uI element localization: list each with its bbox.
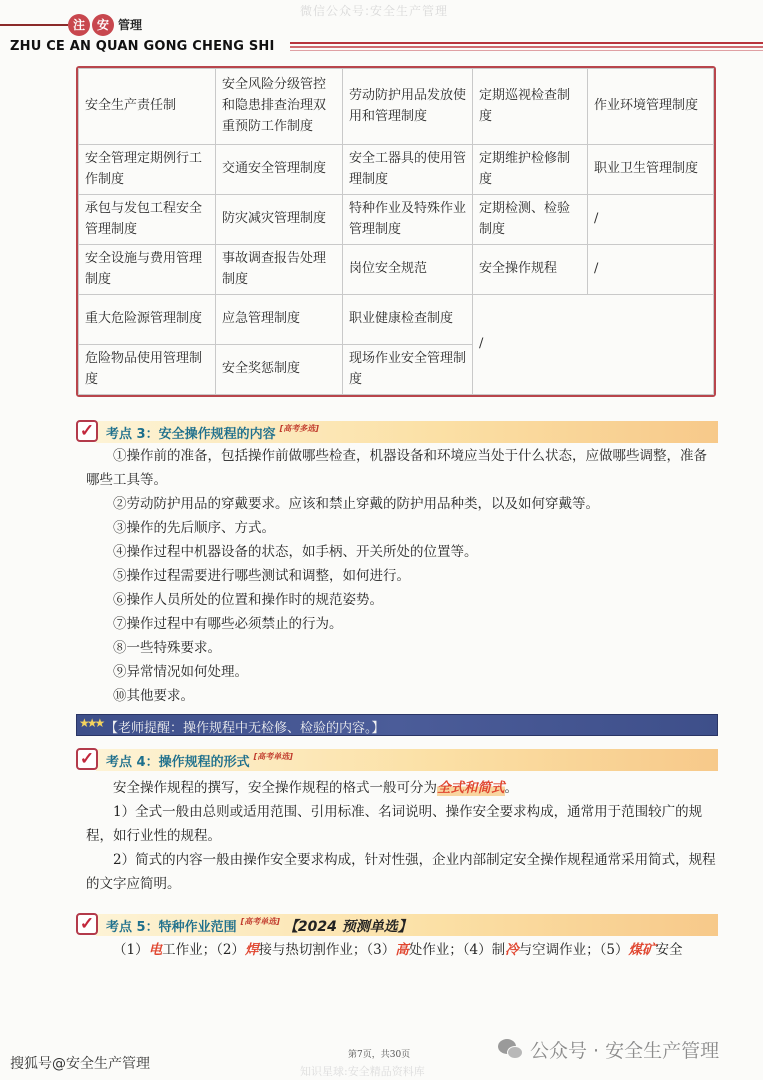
exam-tag: [高考单选] [240,917,280,926]
seal-icon: 安 [92,14,114,36]
table-cell: 重大危险源管理制度 [79,295,216,345]
table-row [79,145,714,195]
header-brand: 管理 [118,18,143,32]
highlight-text: 高 [395,942,409,958]
table-cell: 安全风险分级管控和隐患排查治理双重预防工作制度 [216,69,343,145]
exam-tag: [高考多选] [279,424,319,433]
seal-icon: 注 [68,14,90,36]
list-item: ③操作的先后顺序、方式。 [113,520,275,536]
list-item: ⑤操作过程需要进行哪些测试和调整，如何进行。 [113,568,410,584]
table-cell: 安全管理定期例行工作制度 [79,145,216,195]
table-cell: 安全生产责任制 [79,69,216,145]
table-row [79,245,714,295]
list-item: ④操作过程中机器设备的状态，如手柄、开关所处的位置等。 [113,544,478,560]
highlight-text: 全式和简式 [437,780,505,796]
highlight-text: 冷 [505,942,519,958]
kaodian-4-title: 考点 4：操作规程的形式 [106,755,250,770]
footer-wechat-account [498,1036,719,1063]
kaodian-5-heading [76,912,718,938]
stars-icon: ★★★ [79,716,103,730]
list-item: ①操作前的准备，包括操作前做哪些检查，机器设备和环境应当处于什么状态，应做哪些调整，准备哪些工具等。 [86,448,707,488]
list-item: ⑩其他要求。 [113,688,194,704]
table-cell: 防灾减灾管理制度 [216,195,343,245]
prediction-tag: 【2024 预测单选】 [283,919,412,935]
kaodian-3-heading [76,419,718,445]
table-cell: 定期检测、检验制度 [473,195,588,245]
exam-tag: [高考单选] [253,752,293,761]
page-number: 第7页，共30页 [348,1050,411,1060]
table-cell: 劳动防护用品发放使用和管理制度 [343,69,473,145]
table-cell: 职业卫生管理制度 [588,145,714,195]
wechat-icon [498,1039,524,1061]
list-item: ⑦操作过程中有哪些必须禁止的行为。 [113,616,343,632]
kaodian-3-title: 考点 3：安全操作规程的内容 [106,427,276,442]
list-item: ⑧一些特殊要求。 [113,640,221,656]
highlight-text: 电 [148,942,163,958]
header-subtitle: ZHU CE AN QUAN GONG CHENG SHI [10,39,275,54]
kaodian-5-title: 考点 5：特种作业范围 [106,920,237,935]
kaodian-4-body [86,776,718,896]
table-cell: 交通安全管理制度 [216,145,343,195]
kaodian-4-heading [76,747,718,773]
table-cell: 安全设施与费用管理制度 [79,245,216,295]
table-cell: / [588,195,714,245]
paragraph: 2）简式的内容一般由操作安全要求构成，针对性强，企业内部制定安全操作规程通常采用简式，规程的文字应简明。 [86,852,716,892]
header-rule [290,42,763,44]
teacher-reminder-banner [76,714,718,736]
table-cell-merged: / [473,295,714,395]
table-cell: 特种作业及特殊作业管理制度 [343,195,473,245]
table-cell: 安全工器具的使用管理制度 [343,145,473,195]
checkbox-icon: ✓ [76,913,98,935]
table-row [79,295,714,345]
teacher-reminder-text: 【老师提醒：操作规程中无检修、检验的内容。】 [105,721,385,736]
header-lead-line [0,24,68,26]
table-cell: 承包与发包工程安全管理制度 [79,195,216,245]
footer-source: 搜狐号@安全生产管理 [10,1056,150,1072]
checkbox-icon: ✓ [76,748,98,770]
highlight-text: 煤矿 [628,942,656,958]
table-cell: 定期巡视检查制度 [473,69,588,145]
paragraph: 安全操作规程的撰写，安全操作规程的格式一般可分为全式和简式。 [113,780,518,796]
table-cell: / [588,245,714,295]
paragraph: 1）全式一般由总则或适用范围、引用标准、名词说明、操作安全要求构成，通常用于范围较广的规程，如行业性的规程。 [86,804,703,844]
watermark-bottom: 知识星球:安全精品资料库 [300,1065,425,1078]
page-header [0,10,763,56]
table-cell: 危险物品使用管理制度 [79,345,216,395]
table-cell: 作业环境管理制度 [588,69,714,145]
list-item: ⑨异常情况如何处理。 [113,664,248,680]
header-rule [290,46,763,48]
list-item: ⑥操作人员所处的位置和操作时的规范姿势。 [113,592,383,608]
table-row [79,195,714,245]
table-cell: 应急管理制度 [216,295,343,345]
table-cell: 安全奖惩制度 [216,345,343,395]
table-cell: 岗位安全规范 [343,245,473,295]
wechat-account-label: 公众号 · 安全生产管理 [530,1040,720,1062]
highlight-text: 焊 [244,942,259,958]
kaodian-3-list [86,444,718,708]
kaodian-5-body [86,938,718,962]
table-cell: 现场作业安全管理制度 [343,345,473,395]
table-row [79,69,714,145]
table-cell: 职业健康检查制度 [343,295,473,345]
paragraph: （1）电工作业；（2）焊接与热切割作业；（3）高处作业；（4）制冷与空调作业；（5）煤矿安全 [113,942,683,958]
list-item: ②劳动防护用品的穿戴要求。应该和禁止穿戴的防护用品种类，以及如何穿戴等。 [113,496,599,512]
header-rule [290,50,763,51]
checkbox-icon: ✓ [76,420,98,442]
watermark-top: 微信公众号:安全生产管理 [300,4,449,18]
regulations-table [76,66,716,397]
table-cell: 定期维护检修制度 [473,145,588,195]
table-cell: 事故调查报告处理制度 [216,245,343,295]
table-cell: 安全操作规程 [473,245,588,295]
